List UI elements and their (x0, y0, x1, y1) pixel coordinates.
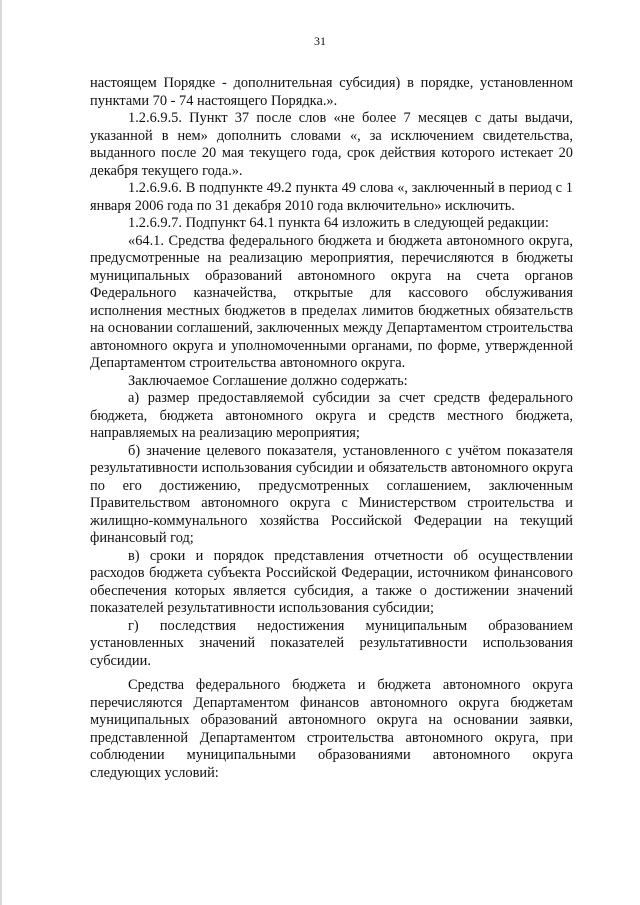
paragraph-1-2-6-9-5: 1.2.6.9.5. Пункт 37 после слов «не более 7 месяцев с даты выдачи, указанной в нем» дополнить словами «, за исключением свидетельства, выданного после 20 мая текущего года, срок действия которого истекает 20 декабря текущего года.». (90, 110, 573, 179)
paragraph-funds-transfer: Средства федерального бюджета и бюджета автономного округа перечисляются Департаментом финансов автономного округа бюджетам муниципальных образований автономного округа на основании заявки, представленной Департаментом строительства автономного округа, при соблюдении муниципальными образованиями автономного округа следующих условий: (90, 677, 573, 781)
list-item-g: г) последствия недостижения муниципальным образованием установленных значений показателей результативности использования субсидии. (90, 617, 573, 669)
paragraph-agreement-contents: Заключаемое Соглашение должно содержать: (128, 372, 408, 389)
page-edge (0, 0, 2, 905)
paragraph-64-1: «64.1. Средства федерального бюджета и бюджета автономного округа, предусмотренные на реализацию мероприятия, перечисляются в бюджеты муниципальных образований автономного округа на счета органов Федерального казначейства, открытые для кассового обслуживания исполнения местных бюджетов в пределах лимитов бюджетных обязательств на основании соглашений, заключенных между Департаментом строительства автономного округа и уполномоченными органами, по форме, утвержденной Департаментом строительства автономного округа. (90, 232, 573, 371)
list-item-b: б) значение целевого показателя, установленного с учётом показателя результативности использования субсидии и обязательств автономного округа по его достижению, предусмотренных соглашением, заключенным Правительством автономного округа с Министерством строительства и жилищно-коммунального хозяйства Российской Федерации на текущий финансовый год; (90, 442, 573, 546)
page-number: 31 (314, 34, 326, 48)
paragraph-1-2-6-9-6: 1.2.6.9.6. В подпункте 49.2 пункта 49 слова «, заключенный в период с 1 января 2006 года по 31 декабря 2010 года включительно» исключить. (90, 180, 573, 214)
list-item-v: в) сроки и порядок представления отчетности об осуществлении расходов бюджета субъекта Российской Федерации, источником финансового обеспечения которых является субсидия, а также о достижении значений показателей результативности использования субсидии; (90, 547, 573, 616)
paragraph-continuation: настоящем Порядке - дополнительная субсидия) в порядке, установленном пунктами 70 - 74 настоящего Порядка.». (90, 75, 573, 109)
list-item-a: а) размер предоставляемой субсидии за счет средств федерального бюджета, бюджета автономного округа и средств местного бюджета, направляемых на реализацию мероприятия; (90, 390, 573, 441)
paragraph-1-2-6-9-7: 1.2.6.9.7. Подпункт 64.1 пункта 64 изложить в следующей редакции: (128, 215, 549, 231)
document-body (90, 75, 573, 782)
